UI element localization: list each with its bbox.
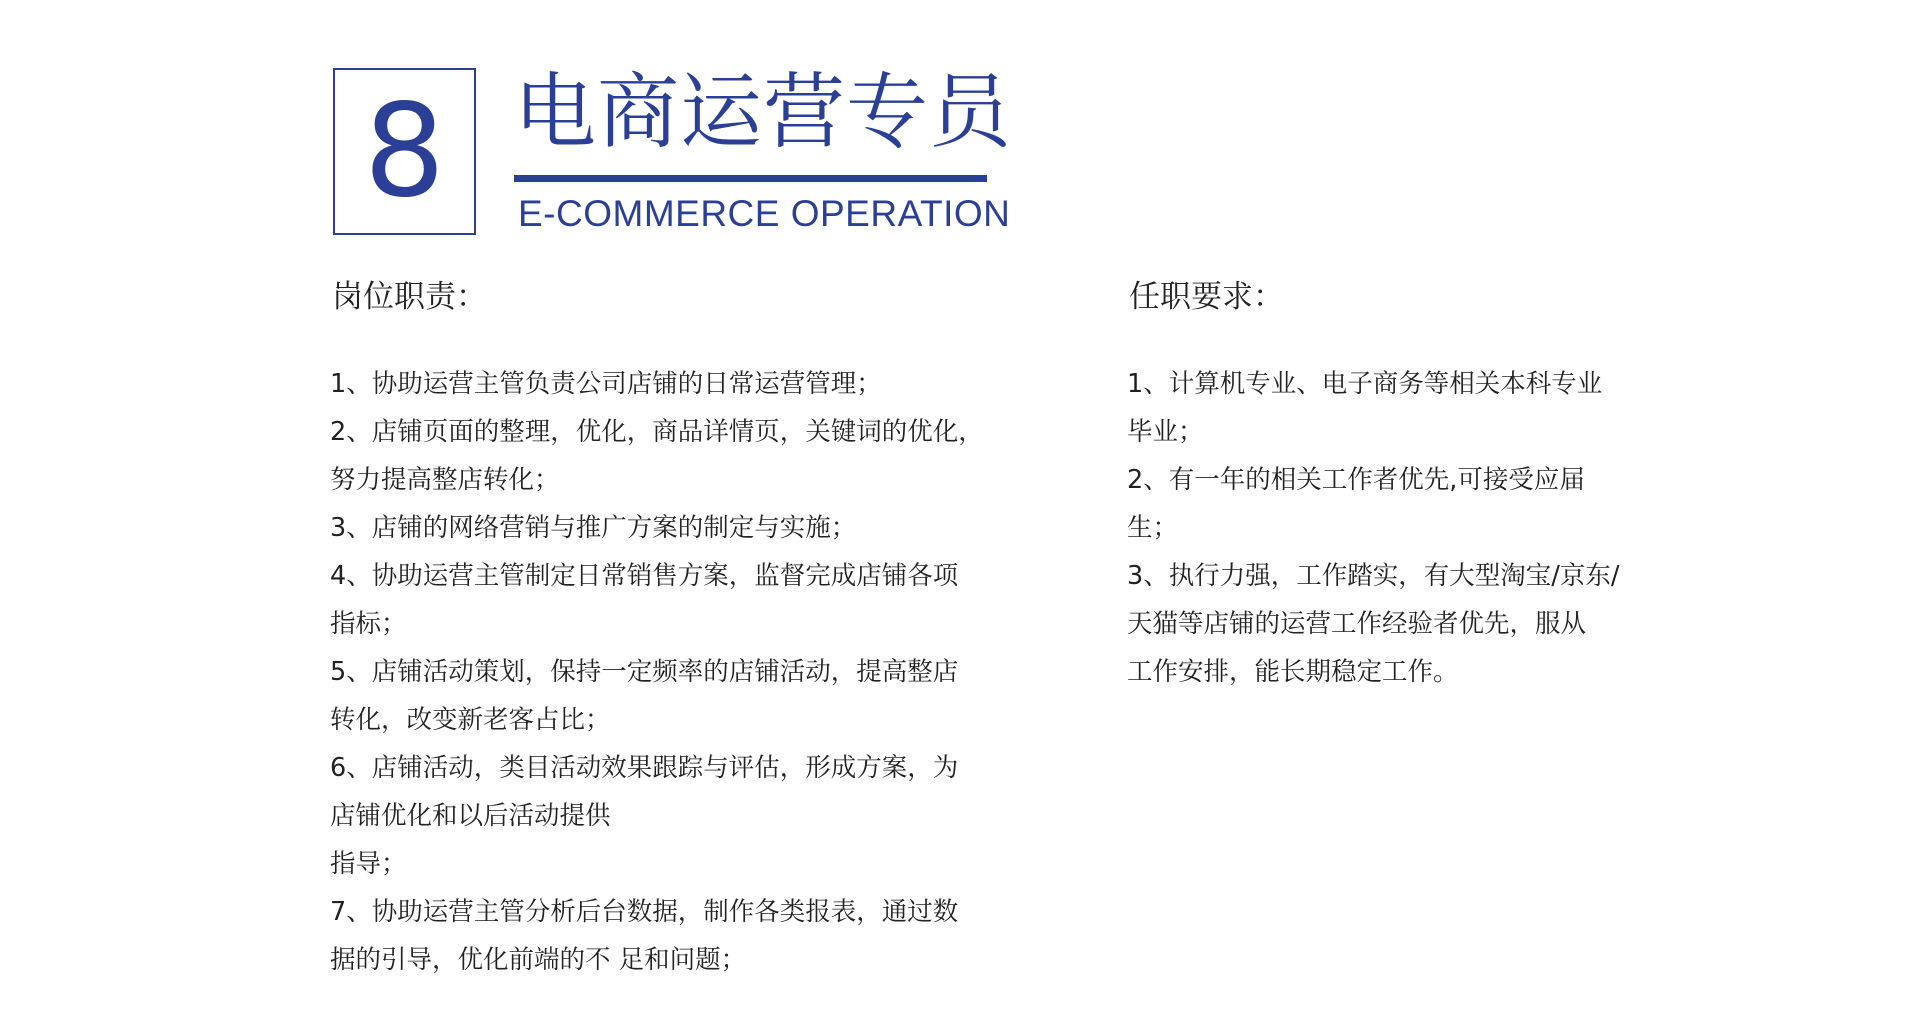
duties-line: 店铺优化和以后活动提供	[330, 801, 611, 831]
job-subtitle: E-COMMERCE OPERATION	[518, 193, 1011, 234]
duties-line: 努力提高整店转化；	[330, 465, 560, 495]
duties-section	[330, 272, 990, 984]
requirements-line: 1、计算机专业、电子商务等相关本科专业	[1127, 369, 1603, 399]
duties-line: 2、店铺页面的整理，优化，商品详情页，关键词的优化，	[330, 417, 984, 447]
duties-line: 指导；	[330, 849, 407, 879]
requirements-line: 3、执行力强，工作踏实，有大型淘宝/京东/	[1127, 561, 1620, 591]
duties-heading: 岗位职责：	[332, 279, 487, 315]
duties-line: 4、协助运营主管制定日常销售方案，监督完成店铺各项	[330, 561, 959, 591]
requirements-section	[1127, 272, 1627, 696]
requirements-line: 天猫等店铺的运营工作经验者优先，服从	[1127, 609, 1587, 639]
title-underline	[514, 175, 987, 182]
requirements-line: 毕业；	[1127, 417, 1204, 447]
duties-line: 7、协助运营主管分析后台数据，制作各类报表，通过数	[330, 897, 959, 927]
duties-line: 6、店铺活动，类目活动效果跟踪与评估，形成方案，为	[330, 753, 959, 783]
position-number: 8	[363, 76, 446, 226]
duties-line: 据的引导，优化前端的不 足和问题；	[330, 945, 747, 975]
duties-line: 3、店铺的网络营销与推广方案的制定与实施；	[330, 513, 857, 543]
duties-line: 5、店铺活动策划，保持一定频率的店铺活动，提高整店	[330, 657, 959, 687]
duties-line: 指标；	[330, 609, 407, 639]
requirements-line: 工作安排，能长期稳定工作。	[1127, 657, 1459, 687]
duties-line: 转化，改变新老客占比；	[330, 705, 611, 735]
position-number-box	[333, 68, 476, 235]
requirements-line: 生；	[1127, 513, 1179, 543]
requirements-line: 2、有一年的相关工作者优先,可接受应届	[1127, 465, 1585, 495]
job-title: 电商运营专员	[514, 65, 1013, 160]
duties-line: 1、协助运营主管负责公司店铺的日常运营管理；	[330, 369, 882, 399]
requirements-heading: 任职要求：	[1129, 279, 1284, 315]
